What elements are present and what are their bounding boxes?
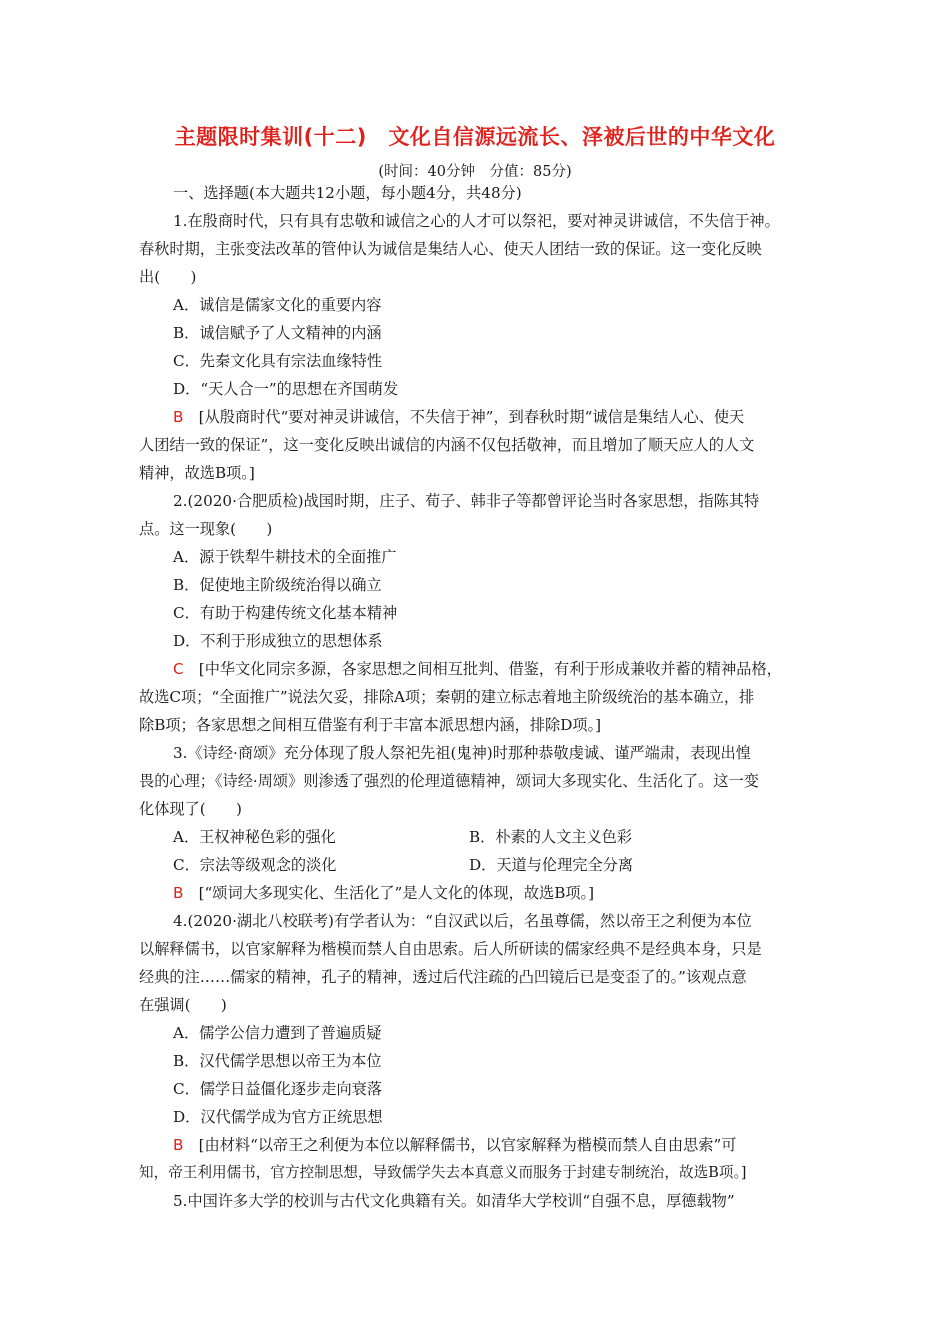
question-stem-line: 在强调( ) [139,996,227,1014]
answer-key: B [173,1136,184,1154]
answer-explanation [139,403,815,431]
explanation-text: [由材料“以帝王之利便为本位以解释儒书，以官家解释为楷模而禁人自由思索”可 [183,1136,737,1154]
option-b: B．汉代儒学思想以帝王为本位 [173,1052,382,1070]
explanation-text: [中华文化同宗多源，各家思想之间相互批判、借鉴，有利于形成兼收并蓄的精神品格， [183,660,782,678]
option-c: C．宗法等级观念的淡化 [173,856,337,874]
option-d: D．不利于形成独立的思想体系 [173,632,383,650]
question-stem-line: 点。这一现象( ) [139,520,273,538]
option-row [139,851,815,879]
answer-explanation [139,1131,815,1159]
question-stem-line: 2.(2020·合肥质检)战国时期，庄子、荀子、韩非子等都曾评论当时各家思想，指陈其特 [173,492,760,510]
option-d: D．汉代儒学成为官方正统思想 [173,1108,383,1126]
question-stem-line: 4.(2020·湖北八校联考)有学者认为：“自汉武以后，名虽尊儒，然以帝王之利便为本位 [173,912,752,930]
explanation-line: 故选C项；“全面推广”说法欠妥，排除A项；秦朝的建立标志着地主阶级统治的基本确立，排 [139,688,755,706]
option-a: A．王权神秘色彩的强化 [173,828,336,846]
question-stem-line: 春秋时期，主张变法改革的管仲认为诚信是集结人心、使天人团结一致的保证。这一变化反映 [139,240,762,258]
question-2 [139,487,815,739]
question-3 [139,739,815,907]
explanation-line: 除B项；各家思想之间相互借鉴有利于丰富本派思想内涵，排除D项。] [139,716,602,734]
explanation-line: 人团结一致的保证”，这一变化反映出诚信的内涵不仅包括敬神，而且增加了顺天应人的人文 [139,436,755,454]
answer-explanation [139,655,815,683]
explanation-line: 精神，故选B项。] [139,464,255,482]
answer-explanation [139,879,815,907]
explanation-text: [“颂词大多现实化、生活化了”是人文化的体现，故选B项。] [183,884,595,902]
option-b: B．促使地主阶级统治得以确立 [173,576,382,594]
question-stem-line: 出( ) [139,268,197,286]
option-b: B．朴素的人文主义色彩 [469,828,633,846]
option-row [139,823,815,851]
explanation-text: [从殷商时代“要对神灵讲诚信，不失信于神”，到春秋时期“诚信是集结人心、使天 [183,408,745,426]
page-title: 主题限时集训(十二) 文化自信源远流长、泽被后世的中华文化 [174,125,776,149]
question-stem-line: 化体现了( ) [139,800,242,818]
question-stem-line: 5.中国许多大学的校训与古代文化典籍有关。如清华大学校训“自强不息，厚德载物” [173,1192,735,1210]
time-score-info: (时间：40分钟 分值：85分) [378,164,572,180]
question-stem-line: 以解释儒书，以官家解释为楷模而禁人自由思索。后人所研读的儒家经典不是经典本身，只是 [139,940,762,958]
question-5 [139,1187,815,1215]
option-a: A．儒学公信力遭到了普遍质疑 [173,1024,382,1042]
option-b: B．诚信赋予了人文精神的内涵 [173,324,382,342]
question-stem-line: 3.《诗经·商颂》充分体现了殷人祭祀先祖(鬼神)时那种恭敬虔诚、谨严端肃，表现出惶 [173,744,751,762]
explanation-line: 知，帝王利用儒书，官方控制思想，导致儒学失去本真意义而服务于封建专制统治，故选B项。] [139,1164,747,1181]
question-stem-line: 畏的心理；《诗经·周颂》则渗透了强烈的伦理道德精神，颂词大多现实化、生活化了。这一变 [139,772,759,790]
option-a: A．源于铁犁牛耕技术的全面推广 [173,548,397,566]
question-stem-line: 经典的注……儒家的精神，孔子的精神，透过后代注疏的凸凹镜后已是变歪了的。”该观点意 [139,968,747,986]
option-c: C．有助于构建传统文化基本精神 [173,604,398,622]
answer-key: B [173,408,184,426]
option-d: D．“天人合一”的思想在齐国萌发 [173,380,399,398]
option-d: D．天道与伦理完全分离 [469,856,634,874]
question-stem-line: 1.在殷商时代，只有具有忠敬和诚信之心的人才可以祭祀，要对神灵讲诚信，不失信于神。 [173,212,780,230]
question-4 [139,907,815,1187]
answer-key: C [173,660,184,678]
question-content [139,179,815,1215]
option-c: C．先秦文化具有宗法血缘特性 [173,352,383,370]
section-heading: 一、选择题(本大题共12小题，每小题4分，共48分) [173,184,522,202]
question-1 [139,207,815,487]
answer-key: B [173,884,184,902]
option-c: C．儒学日益僵化逐步走向衰落 [173,1080,383,1098]
option-a: A．诚信是儒家文化的重要内容 [173,296,382,314]
